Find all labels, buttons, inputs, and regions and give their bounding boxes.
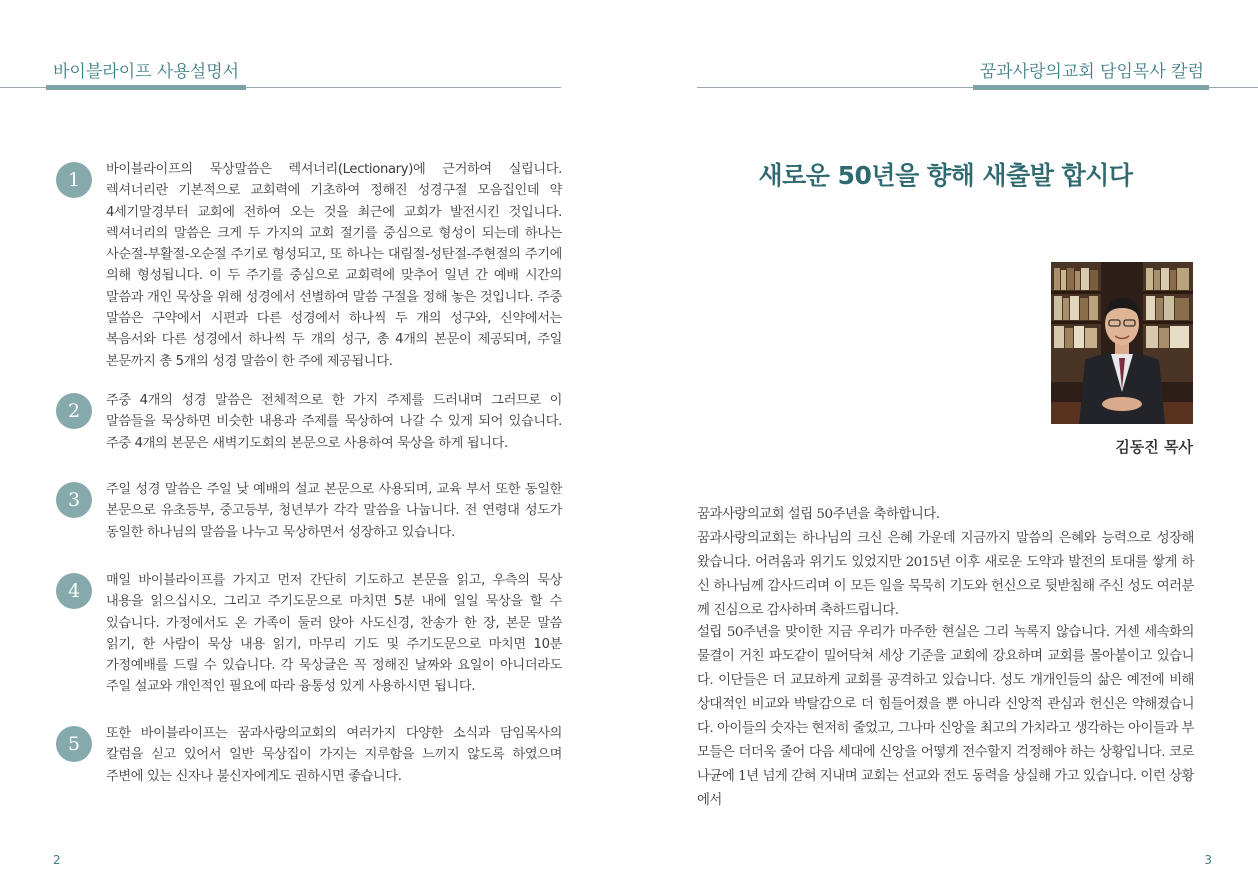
- paragraph-text: 꿈과사랑의교회 설립 50주년을 축하합니다. 꿈과사랑의교회는 하나님의 크신 은혜 가운데 지금까지 말씀의 은혜와 능력으로 성장해 왔습니다. 어려움과 위기도 있었지만 2015년 이후 새로운 도약과 발전의 토대를 쌓게 하신 하나님께 감사드리며 이 모든 일을 묵묵히 기도와 헌신으로 뒷받침해 주신 성도 여러분께 진심으로 감사하며 축하드립니다.: [697, 507, 1194, 618]
- right-header-title: 꿈과사랑의교회 담임목사 칼럼: [979, 62, 1204, 82]
- number-badge: 5: [56, 726, 92, 762]
- left-page-number: 2: [53, 853, 61, 867]
- item-text: 또한 바이블라이프는 꿈과사랑의교회의 여러가지 다양한 소식과 담임목사의 칼럼을 싣고 있어서 일반 묵상집이 가지는 지루함을 느끼지 않도록 하였으며 주변에 있는 신자나 불신자에게도 권하시면 좋습니다.: [106, 726, 562, 784]
- item-text: 매일 바이블라이프를 가지고 먼저 간단히 기도하고 본문을 읽고, 우측의 묵상 내용을 읽으십시오. 그리고 주기도문으로 마치면 5분 내에 일일 묵상을 할 수 있습니다. 가정에서도 온 가족이 둘러 앉아 사도신경, 찬송가 한 장, 본문 말씀 읽기, 한 사람이 묵상 내용 읽기, 마무리 기도 및 주기도문으로 마치면 10분 가정예배를 드릴 수 있습니다. 각 묵상글은 꼭 정해진 날짜와 요일이 아니더라도 주일 설교와 개인적인 필요에 따라 융통성 있게 사용하시면 됩니다.: [106, 573, 562, 695]
- number-badge: 3: [56, 482, 92, 518]
- list-item: [56, 479, 562, 543]
- left-header-accent: [46, 85, 246, 90]
- list-item: [56, 159, 562, 372]
- author-name: 김동진 목사: [1115, 438, 1193, 456]
- number-badge: 4: [56, 573, 92, 609]
- author-photo: [1051, 262, 1193, 424]
- left-header-title: 바이블라이프 사용설명서: [53, 62, 240, 82]
- right-page-number: 3: [1204, 853, 1212, 867]
- column-title: 새로운 50년을 향해 새출발 합시다: [758, 161, 1133, 190]
- right-header-accent: [973, 85, 1209, 90]
- paragraph-text: 설립 50주년을 맞이한 지금 우리가 마주한 현실은 그리 녹록지 않습니다. 거센 세속화의 물결이 거친 파도같이 밀어닥쳐 세상 기준을 교회에 강요하며 교회를 몰아붙이고 있습니다. 이단들은 더 교묘하게 교회를 공격하고 있습니다. 성도 개개인들의 삶은 예전에 비해 상대적인 비교와 박탈감으로 더 힘들어졌을 뿐 아니라 신앙적 관심과 헌신은 약해졌습니다. 아이들의 숫자는 현저히 줄었고, 그나마 신앙을 최고의 가치라고 생각하는 아이들과 부모들은 더더욱 줄어 다음 세대에 신앙을 어떻게 전수할지 걱정해야 하는 상황입니다. 코로나균에 1년 넘게 갇혀 지내며 교회는 선교와 전도 동력을 상실해 가고 있습니다. 이런 상황에서: [697, 625, 1194, 808]
- item-text: 주일 성경 말씀은 주일 낮 예배의 설교 본문으로 사용되며, 교육 부서 또한 동일한 본문으로 유초등부, 중고등부, 청년부가 각각 말씀을 나눕니다. 전 연령대 성도가 동일한 하나님의 말씀을 나누고 묵상하면서 성장하고 있습니다.: [106, 482, 562, 540]
- list-item: [56, 570, 562, 698]
- list-item: [56, 723, 562, 787]
- number-badge: 1: [56, 162, 92, 198]
- list-item: [56, 390, 562, 454]
- item-text: 주중 4개의 성경 말씀은 전체적으로 한 가지 주제를 드러내며 그러므로 이 말씀들을 묵상하면 비슷한 내용과 주제를 묵상하여 나갈 수 있게 되어 있습니다. 주중 4개의 본문은 새벽기도회의 본문으로 사용하여 묵상을 하게 됩니다.: [106, 393, 562, 451]
- item-text: 바이블라이프의 묵상말씀은 렉셔너리(Lectionary)에 근거하여 실립니다. 렉셔너리란 기본적으로 교회력에 기초하여 정해진 성경구절 모음집인데 약 4세기말경부터 교회에 전하여 오는 것을 최근에 교회가 발전시킨 것입니다. 렉셔너리의 말씀은 크게 두 가지의 교회 절기를 중심으로 형성이 되는데 하나는 사순절-부활절-오순절 주기로 형성되고, 또 하나는 대림절-성탄절-주현절의 주기에 의해 형성됩니다. 이 두 주기를 중심으로 교회력에 맞추어 일년 간 예배 시간의 말씀과 개인 묵상을 위해 성경에서 선별하여 말씀 구절을 정해 놓은 것입니다. 주중 말씀은 구약에서 시편과 다른 성경에서 하나씩 두 개의 성구와, 신약에서는 복음서와 다른 성경에서 하나씩 두 개의 성구, 총 4개의 본문이 제공되며, 주일 본문까지 총 5개의 성경 말씀이 한 주에 제공됩니다.: [106, 162, 562, 369]
- column-paragraph: [697, 621, 1194, 813]
- number-badge: 2: [56, 393, 92, 429]
